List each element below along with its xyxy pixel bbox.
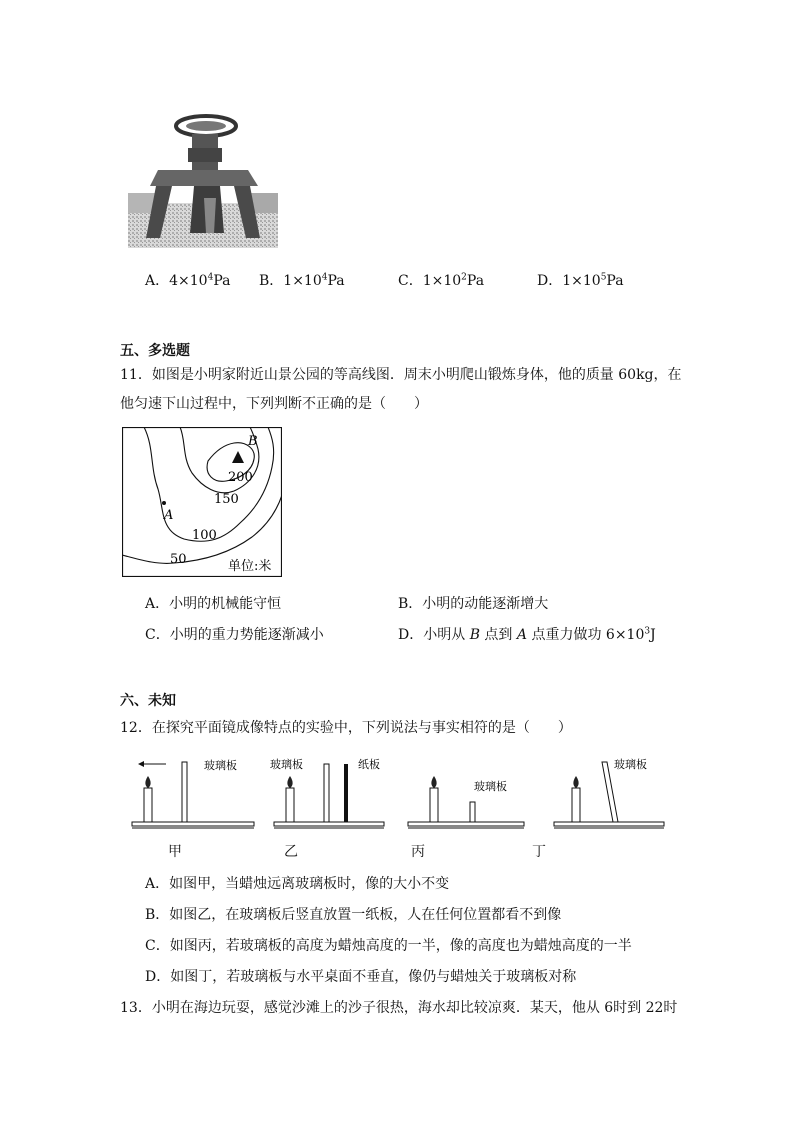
q11-option-d — [398, 624, 656, 644]
section-title-6: 六、未知 — [120, 693, 176, 709]
glass-label: 玻璃板 — [204, 759, 237, 772]
contour-label-50: 50 — [170, 552, 187, 567]
option-letter: B． — [259, 273, 284, 289]
glass-plate — [324, 764, 329, 822]
option-unit: J — [650, 627, 656, 643]
section-title-5: 五、多选题 — [120, 343, 190, 359]
figure-jia — [132, 758, 254, 828]
flame-icon — [145, 776, 150, 788]
q12-option-c: C．如图丙，若玻璃板的高度为蜡烛高度的一半，像的高度也为蜡烛高度的一半 — [145, 938, 632, 954]
point-b-label: B — [248, 434, 258, 449]
option-text: 点到 — [479, 627, 517, 643]
figure-ding — [554, 757, 664, 828]
q10-option-d — [537, 270, 624, 290]
option-value: 1×10 — [283, 273, 322, 289]
flame-icon — [431, 776, 436, 788]
contour-label-100: 100 — [192, 528, 217, 543]
glass-label: 玻璃板 — [270, 758, 303, 771]
candle-icon — [430, 788, 438, 822]
contour-label-150: 150 — [214, 492, 239, 507]
point-a-dot — [162, 501, 166, 505]
candle-icon — [144, 788, 152, 822]
option-value: 1×10 — [422, 273, 462, 289]
q11-option-b: B．小明的动能逐渐增大 — [398, 596, 549, 612]
sculpture-photo — [128, 108, 278, 248]
caption-jia: 甲 — [168, 844, 182, 860]
candle-icon — [572, 788, 580, 822]
option-unit: Pa — [327, 273, 345, 289]
option-point-a: A — [516, 627, 528, 643]
option-value: 4×10 — [169, 273, 208, 289]
mirror-experiment-figure — [128, 752, 668, 860]
arrow-left-icon — [138, 761, 144, 767]
q13-stem-line1: 13．小明在海边玩耍，感觉沙滩上的沙子很热，海水却比较凉爽．某天，他从 6时到 22时 — [120, 1000, 678, 1016]
option-exponent: 3 — [644, 626, 651, 637]
caption-ding: 丁 — [532, 844, 546, 860]
figure-bing — [408, 776, 524, 828]
q12-stem: 12．在探究平面镜成像特点的实验中，下列说法与事实相符的是（ ） — [120, 720, 572, 736]
q11-stem-line1: 11．如图是小明家附近山景公园的等高线图．周末小明爬山锻炼身体，他的质量 60kg，在 — [120, 367, 682, 383]
option-point-b: B — [469, 627, 480, 643]
caption-yi: 乙 — [284, 844, 298, 860]
q12-option-d: D．如图丁，若玻璃板与水平桌面不垂直，像仍与蜡烛关于玻璃板对称 — [145, 969, 577, 985]
option-exponent: 4 — [207, 272, 214, 283]
q11-option-a: A．小明的机械能守恒 — [145, 596, 282, 612]
caption-bing: 丙 — [411, 844, 425, 860]
map-unit-label: 单位:米 — [228, 559, 272, 574]
contour-label-200: 200 — [228, 470, 253, 485]
figure-yi — [270, 757, 384, 828]
option-letter: D． — [537, 273, 563, 289]
q11-option-c: C．小明的重力势能逐渐减小 — [145, 627, 324, 643]
paper-label: 纸板 — [358, 758, 380, 771]
option-letter: C． — [398, 273, 423, 289]
glass-label: 玻璃板 — [614, 758, 647, 771]
option-letter: A． — [145, 273, 170, 289]
q10-option-a — [145, 270, 230, 290]
q12-option-a: A．如图甲，当蜡烛远离玻璃板时，像的大小不变 — [145, 876, 450, 892]
q10-option-c — [398, 270, 484, 290]
flame-icon — [573, 776, 578, 788]
paper-board — [344, 764, 348, 822]
tilted-glass-plate — [602, 762, 618, 822]
option-text: D．小明从 — [398, 627, 470, 643]
option-exponent: 4 — [321, 272, 328, 283]
option-unit: Pa — [213, 273, 231, 289]
option-unit: Pa — [466, 273, 485, 289]
option-text: 点重力做功 6×10 — [527, 627, 645, 643]
option-value: 1×10 — [562, 273, 601, 289]
point-a-label: A — [164, 508, 174, 523]
contour-map — [122, 427, 282, 577]
option-exponent: 2 — [461, 272, 467, 283]
option-unit: Pa — [606, 273, 624, 289]
q10-option-b — [259, 270, 345, 290]
flame-icon — [287, 776, 292, 788]
glass-plate — [182, 762, 187, 822]
q12-option-b: B．如图乙，在玻璃板后竖直放置一纸板，人在任何位置都看不到像 — [145, 907, 562, 923]
q11-stem-line2: 他匀速下山过程中，下列判断不正确的是（ ） — [120, 396, 428, 412]
candle-icon — [286, 788, 294, 822]
glass-plate — [470, 802, 475, 822]
glass-label: 玻璃板 — [474, 780, 507, 793]
option-exponent: 5 — [600, 272, 607, 283]
